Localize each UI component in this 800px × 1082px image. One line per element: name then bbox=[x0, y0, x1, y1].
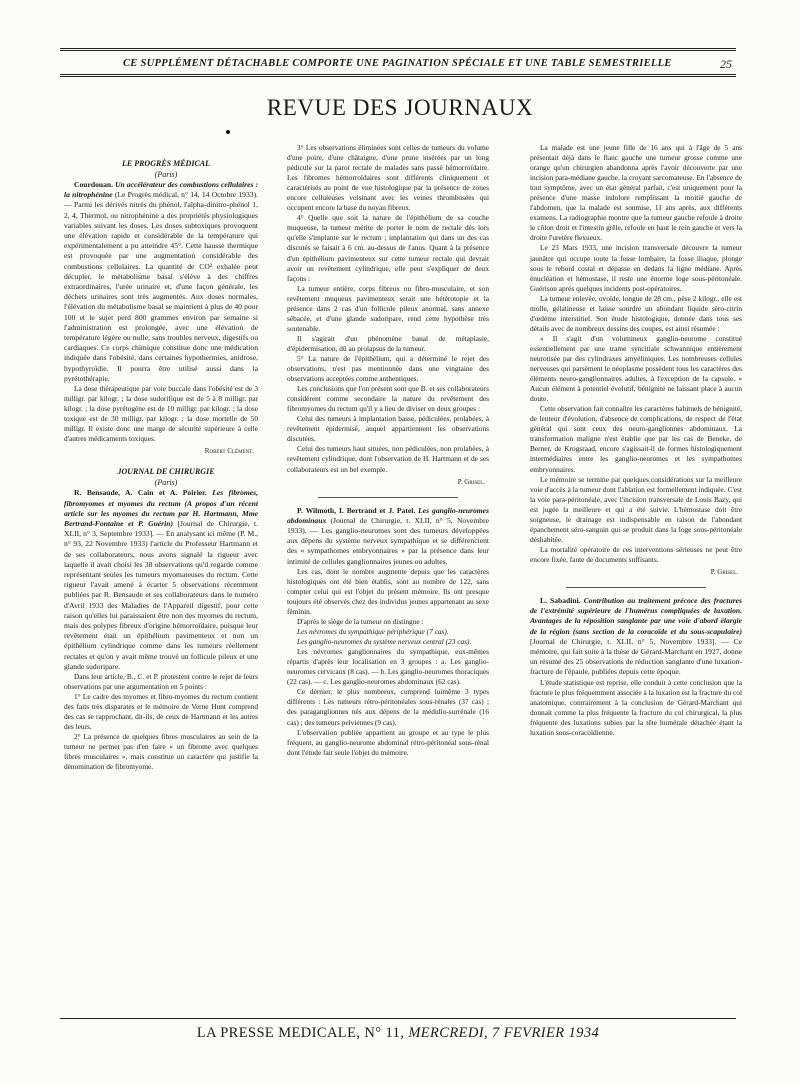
article-paragraph: La tumeur entière, corps fibreux ou fibro-musculaire, et son revêtement muqueux pavimenteux serait une hétérotopie et la présence dans 2 cas d'un follicule pileux anormal, sans annexe sébacée, et d'une glande sudoripare, rend cette hypothèse très soutenable. bbox=[287, 283, 489, 333]
article-title: Contribution au traitement précoce des fractures de l'extrémité supérieure de l'humérus compliquées de luxation. Avantages de la réposition sanglante par une voie d'abord élargie de la région (sans section de la coracoïde et du sous-scapulaire) bbox=[530, 596, 743, 636]
article-paragraph: Les ganglio-neuromes du système nerveux central (23 cas). bbox=[297, 637, 472, 647]
article-reference: [Journal de Chirurgie, t. XLII, n° 5, Novembre 1933]. — bbox=[530, 636, 729, 646]
column-2 bbox=[287, 143, 489, 758]
article-paragraph: Celui des tumeurs à implantation basse, pédiculées, prolabées, à revêtement épidermisé, auquel appartiennent les observations discutées. bbox=[287, 414, 489, 444]
article-paragraph: L'observation publiée appartient au groupe et au type le plus fréquent, au ganglio-neurome abdominal rétro-péritonéal sous-rénal dont l'étude fait seule l'objet du mémoire. bbox=[287, 727, 489, 757]
article-paragraph: Ce dernier, le plus nombreux, comprend luimême 3 types différents : Les tumeurs rétro-péritonéales sous-rénales (37 cas) ; des paraganglionnes nés aux dépens de la médullo-surrénale (16 cas) ; des tumeurs pelviennes (9 cas). bbox=[287, 687, 489, 727]
article-signature: Robert Clément. bbox=[204, 447, 254, 456]
article-paragraph: Le 23 Mars 1933, une incision transversale découvre la tumeur jaunâtre qui occupe toute la fosse lombaire, la fosse iliaque, plonge sous le rebord costal et dépasse en dedans la ligne médiane. Après énucléation et hémostase, il reste une énorme loge sous-péritonéale. Guérison après quelques incidents post-opératoires. bbox=[530, 243, 742, 293]
article-signature: P. Grisel. bbox=[457, 477, 485, 486]
article-paragraph: Dans leur article, B., C. et P. protestent contre le rejet de leurs observations par une argumentation en 5 points : bbox=[64, 672, 258, 692]
footer-publication: LA PRESSE MEDICALE, bbox=[196, 1025, 361, 1041]
article-paragraph: Il s'agirait d'un phénomène banal de métaplasie, d'épidermisation, dû au prolapsus de la tumeur. bbox=[287, 333, 489, 353]
article-paragraph: Parmi les dérivés nitrés du phénol, l'alpha-dinitro-phénol 1, 2, 4, Thermol, ou nitrophénine a des propriétés physiologiques variables suivant les doses. Les doses subtoxiques provoquent une élévation rapide et considérable de la température qui expérimentalement a pu atteindre 45°. Cette hausse thermique est provoquée par une augmentation considérable des combustions cellulaires. La quantité de CO² exhalée peut décupler, le métabolisme basal s'élève à des chiffres extraordinaires, l'urée urinaire et, d'une façon générale, les déchets urinaires sont très augmentés. Aux doses normales, l'élévation du métabolisme basal se maintient à plus de 40 pour 100 et le sujet perd 800 grammes environ par semaine si l'administration est prolongée, avec une élévation de température légère ou nulle, sans troubles nerveux, digestifs ou cardiaques. Ce corps chimique constitue donc une médication indiquée dans l'obésité, dans certaines hypothermies, anidrose, hypothyroïdie. Il pourra être utilisé aussi dans la pyrétothérapie. bbox=[64, 200, 258, 383]
article-author: P. Wilmoth, I. Bertrand et J. Patel. bbox=[297, 505, 416, 515]
article-paragraph: La malade est une jeune fille de 16 ans qui à l'âge de 5 ans présentait déjà dans le flanc gauche une tumeur grosse comme une orange qu'un chirurgien abandonna après l'avoir découverte par une incision para-médiane gauche, la croyant sarcomateuse. En l'absence de tout symptôme, avec un état général parfait, c'est uniquement pour la présence d'une masse indolore remplissant la moitié gauche de l'abdomen, que la malade est soumise, 11 ans après, aux différents examens. La radiographie montre que la tumeur gauche refoule à droite le côlon droit et l'intestin grêle, refoule en haut le rein gauche et vers la droite l'uretère flexueux. bbox=[530, 143, 742, 243]
article-title: Les fibromes, fibromyomes et myomes du rectum (A propos d'un récent article sur les myomes du rectum par H. Hartmann, Mme Bertrand-Fontaine et P. Guérin) bbox=[64, 488, 259, 528]
article-paragraph: Le mémoire se termine par quelques considérations sur la meilleure voie d'accès à la tumeur dont l'ablation est formellement indiquée. C'est la voie para-péritonéale, avec l'incision transversale de Louis Bazy, qui est jugée la meilleure et qui a été suivie. L'hémostase doit être soigneuse, le drainage est indispensable en raison de l'abondant épanchement séro-sanguin qui se produit dans la loge sous-péritonéale déshabitée. bbox=[530, 474, 742, 544]
article-paragraph: 5° La nature de l'épithélium, qui a déterminé le rejet des observations, n'est pas mentionnée dans une vingtaine des observations acceptées comme authentiques. bbox=[287, 353, 489, 384]
article-heading-bensaude bbox=[64, 488, 258, 672]
article-heading-wilmoth bbox=[287, 506, 489, 567]
article-reference: [Journal de Chirurgie, t. XLII, n° 3, Septembre 1933]. — bbox=[64, 519, 259, 539]
ink-dot bbox=[226, 130, 230, 134]
article-title: Les ganglio-neuromes abdominaux bbox=[287, 505, 489, 525]
article-separator bbox=[566, 587, 706, 588]
article-paragraph: D'après le siège de la tumeur on distingue : bbox=[297, 617, 424, 627]
article-paragraph: Les cas, dont le nombre augmente depuis que les caractères histologiques ont été bien établis, sont au nombre de 122, sans compter celui qui est l'objet du présent mémoire. Ils ont presque toujours été observés chez des individus jeunes appartenant au sexe féminin. bbox=[287, 566, 489, 616]
journal-name-progres-medical: LE PROGRÈS MÉDICAL bbox=[121, 159, 211, 168]
journal-city: (Paris) bbox=[154, 170, 178, 179]
article-paragraph: En analysant ici même (P. M., n° 93, 22 Novembre 1933) l'article du Professeur Hartmann et de ses collaborateurs, nous avons signalé la rigueur avec laquelle il avait choisi les 38 observations qu'il regarde comme représentant seules les tumeurs myomateuses du rectum. Cette rigueur l'avait amené à écarter 5 observations récemment publiées par R. Bensaude et ses collaborateurs dans le numéro d'Avril 1933 des Maladies de l'Appareil digestif, pour cette raison qu'elles lui paraissaient être non des myomes du rectum, mais des polypes fibreux d'origine hémorroïdaire, puisque leur revêtement était un épithélium pavimenteux et non un épithélium cylindrique comme dans les tumeurs réellement rectales et qu'on y avait même trouvé un follicule pileux et une glande sudoripare. bbox=[64, 529, 258, 671]
footer-rule bbox=[60, 1018, 736, 1019]
article-paragraph: Cette observation fait connaître les caractères habituels de bénignité, de lenteur d'évolution, d'absence de complications, de respect de l'état général qui sont ceux des neuro-ganglionnes abdominaux. La transformation maligne n'est établie que par les cas de Beneke, de Berner, de Krogsraad, encore s'agissait-il de formes histologiquement intermédiaires entre les ganglio-neuromes et les sympathomes embryonnaires. bbox=[530, 404, 742, 474]
article-paragraph: Ce mémoire, qui fait suite à la thèse de Gérard-Marchant en 1927, donne un résumé des 25 observations de réduction sanglante d'une luxation-fracture de l'épaule, publiées depuis cette époque. bbox=[530, 636, 742, 677]
article-paragraph: 4° Quelle que soit la nature de l'épithélium de sa couche muqueuse, la tumeur mérite de porter le nom de rectale dès lors qu'elle s'implante sur le rectum ; implantation qui dans un des cas discutés se faisait à 6 cm. au-dessus de l'anus. Quant à la présence d'un épithélium pavimenteux sur cette tumeur rectale qui devrait avoir un revêtement cylindrique, elle peut s'expliquer de deux façons : bbox=[287, 213, 489, 283]
article-paragraph: 3° Les observations éliminées sont celles de tumeurs du volume d'une poire, d'une châtaigne, d'une prune insérées par un long pédicule sur la paroi rectale de malades sans passé hémorroïdaire. Les fibromes hémorroïdaires sont différents cliniquement et caractérisés au point de vue histologique par la présence de zones encore celluleuses voisinant avec les veines thrombosées qui occupent encore la base du noyau fibreux. bbox=[287, 143, 489, 213]
article-paragraph: Les ganglio-neuromes sont des tumeurs développées aux dépens du système nerveux sympathique et se différencient des « sympathomes embryonnaires » par la présence dans leur intimité de cellules ganglionnaires jeunes ou adultes. bbox=[287, 526, 490, 566]
article-heading-courdouan bbox=[64, 180, 258, 384]
page-number: 25 bbox=[720, 57, 732, 71]
footer-issue: N° 11, bbox=[364, 1025, 405, 1041]
article-paragraph: La tumeur enlevée, ovoïde, longue de 28 cm., pèse 2 kilogr., elle est molle, gélatineuse et laisse sourdre un abondant liquide séro-citrin d'œdème interstitiel. Son étude histologique, donnée dans tous ses détails avec de nombreux dessins des coupes, est ainsi résumée : bbox=[530, 293, 742, 333]
article-paragraph: 1° Le cadre des myomes et fibro-myomes du rectum contient des faits très disparates et le mémoire de Verne Hunt comprend des cas se rapprochant, dit-ils, de ceux de Hartmann et les autres des leurs. bbox=[64, 692, 258, 732]
article-author: R. Bensaude, A. Cain et A. Poirier. bbox=[74, 488, 207, 498]
article-reference: (Le Progrès médical, n° 14, 14 Octobre 1933). — bbox=[64, 190, 258, 210]
article-title: Un accélérateur des combustions cellulaires : la nitrophénine bbox=[64, 180, 258, 200]
article-paragraph: Les névromes ganglionnaires du sympathique, eux-mêmes répartis d'après leur localisation en 3 groupes : a. Les ganglio-neuromes cervicaux (8 cas). — b. Les ganglio-neuromes thoraciques (22 cas). — c. Les ganglio-neuromes abdominaux (62 cas). bbox=[287, 647, 489, 687]
article-paragraph: La dose thérapeutique par voie buccale dans l'obésité est de 3 milligr. par kilogr. ; la dose sudorifique est de 5 à 8 milligr. par kilogr. ; la dose pyrétogène est de 10 milligr. par kilogr. ; la dose toxique est de 30 milligr. par kilogr. ; la dose mortelle de 50 milligr. Il existe donc une marge de sécurité supérieure à celle d'autres médicaments toxiques. bbox=[64, 384, 258, 444]
article-heading-sabadini bbox=[530, 596, 742, 678]
article-author: Courdouan. bbox=[74, 180, 114, 189]
article-paragraph: Celui des tumeurs haut situées, non pédiculées, non prolabées, à revêtement cylindrique, dont l'observation de H. Hartmann et de ses collaborateurs est un bel exemple. bbox=[287, 444, 489, 474]
header-bottom-rule bbox=[60, 74, 736, 77]
article-paragraph: L'étude statistique est reprise, elle conduit à cette conclusion que la fracture le plus fréquemment associée à la luxation est la fracture du col anatomique, contrairement à la conclusion de Gérard-Marchant qui donnait comme la plus fréquente la fracture du col chirurgical, la plus fréquente des luxations subies par la tête humérale détachée étant la luxation sous-coracoïdienne. bbox=[530, 677, 742, 737]
article-reference: (Journal de Chirurgie, t. XLII, n° 5, Novembre 1933). — bbox=[287, 515, 489, 535]
footer-date: MERCREDI, 7 FEVRIER 1934 bbox=[408, 1025, 600, 1041]
article-signature: P. Grisel. bbox=[710, 567, 738, 576]
article-paragraph: « Il s'agit d'un volumineux ganglio-neurome constitué essentiellement par une trame syncitiale schwannique entièrement neurotisée par des cylindraxes amyéliniques. Les nombreuses cellules nerveuses qui parsèment le néoplasme possèdent tous les caractères des éléments neuro-ganglionnaires adultes, à l'exception de la capsule. » Aucun élément à potentiel évolutif, bénignité ne laissant place à aucun doute. bbox=[530, 333, 742, 404]
journal-name-chirurgie: JOURNAL DE CHIRURGIE bbox=[117, 467, 215, 477]
article-separator bbox=[318, 497, 458, 498]
article-paragraph: La mortalité opératoire de ces interventions sérieuses ne peut être encore fixée, faute de documents suffisants. bbox=[530, 544, 742, 564]
article-paragraph: 2° La présence de quelques fibres musculaires au sein de la tumeur ne permet pas d'en faire « un fibrome avec quelques fibres musculaires », mais constitue un caractère qui justifie la dénomination de fibromyome. bbox=[64, 732, 258, 772]
journal-city: (Paris) bbox=[154, 478, 178, 488]
supplement-note: CE SUPPLÉMENT DÉTACHABLE COMPORTE UNE PAGINATION SPÉCIALE ET UNE TABLE SEMESTRIELLE bbox=[123, 58, 672, 69]
article-author: L. Sabadini. bbox=[540, 596, 581, 606]
article-paragraph: Les névromes du sympathique périphérique (7 cas). bbox=[297, 627, 449, 637]
article-paragraph: Les conclusions que l'on présent sont que B. et ses collaborateurs considèrent comme secondaire la nature du revêtement des fibromyomes du rectum qu'il y a lieu de diviser en deux groupes : bbox=[287, 384, 489, 414]
top-double-rule bbox=[60, 48, 736, 51]
section-title: REVUE DES JOURNAUX bbox=[266, 95, 534, 120]
page-footer bbox=[60, 1025, 736, 1042]
column-1 bbox=[64, 140, 258, 773]
column-3 bbox=[530, 143, 742, 738]
